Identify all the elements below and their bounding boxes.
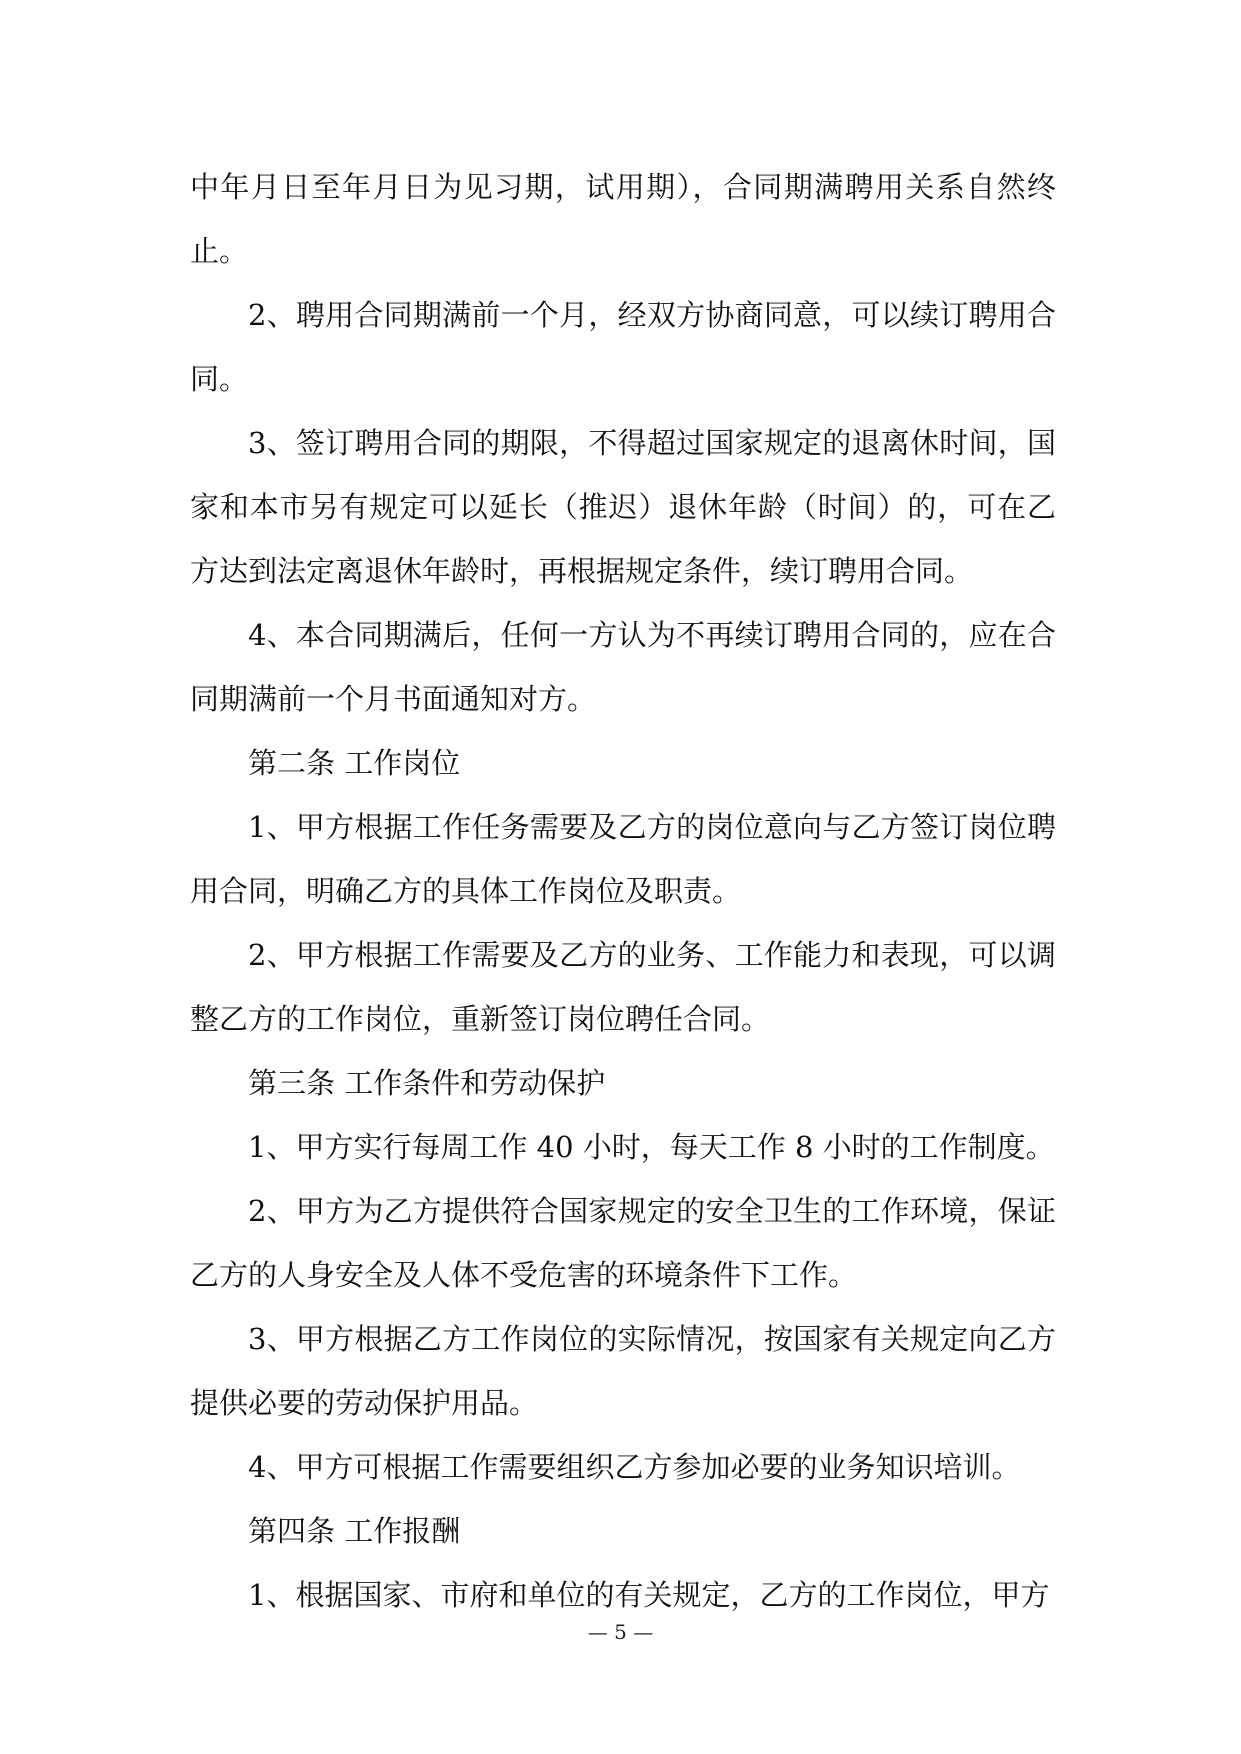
clause-item: 1、甲方根据工作任务需要及乙方的岗位意向与乙方签订岗位聘用合同，明确乙方的具体工作岗位及职责。: [190, 810, 1056, 908]
clause-item: 2、甲方为乙方提供符合国家规定的安全卫生的工作环境，保证乙方的人身安全及人体不受危害的环境条件下工作。: [190, 1194, 1056, 1292]
clause-item: 2、甲方根据工作需要及乙方的业务、工作能力和表现，可以调整乙方的工作岗位，重新签订岗位聘任合同。: [190, 938, 1056, 1036]
document-body: [190, 155, 1056, 1627]
clause-item: 1、甲方实行每周工作 40 小时，每天工作 8 小时的工作制度。: [248, 1130, 1055, 1164]
clause-item: 3、签订聘用合同的期限，不得超过国家规定的退离休时间，国家和本市另有规定可以延长（推迟）退休年龄（时间）的，可在乙方达到法定离退休年龄时，再根据规定条件，续订聘用合同。: [190, 426, 1056, 588]
clause-item: 1、根据国家、市府和单位的有关规定，乙方的工作岗位，甲方: [248, 1578, 1050, 1612]
clause-item: 3、甲方根据乙方工作岗位的实际情况，按国家有关规定向乙方提供必要的劳动保护用品。: [190, 1322, 1056, 1420]
clause-item: 4、甲方可根据工作需要组织乙方参加必要的业务知识培训。: [248, 1450, 1021, 1484]
clause-item: 2、聘用合同期满前一个月，经双方协商同意，可以续订聘用合同。: [190, 298, 1056, 396]
clause-item: 4、本合同期满后，任何一方认为不再续订聘用合同的，应在合同期满前一个月书面通知对方。: [190, 618, 1056, 716]
article-heading: 第三条 工作条件和劳动保护: [248, 1066, 606, 1100]
article-heading: 第四条 工作报酬: [248, 1514, 461, 1548]
page-number: — 5 —: [587, 1620, 654, 1644]
article-heading: 第二条 工作岗位: [248, 746, 461, 780]
paragraph-continuation: 中年月日至年月日为见习期，试用期），合同期满聘用关系自然终止。: [190, 170, 1056, 268]
